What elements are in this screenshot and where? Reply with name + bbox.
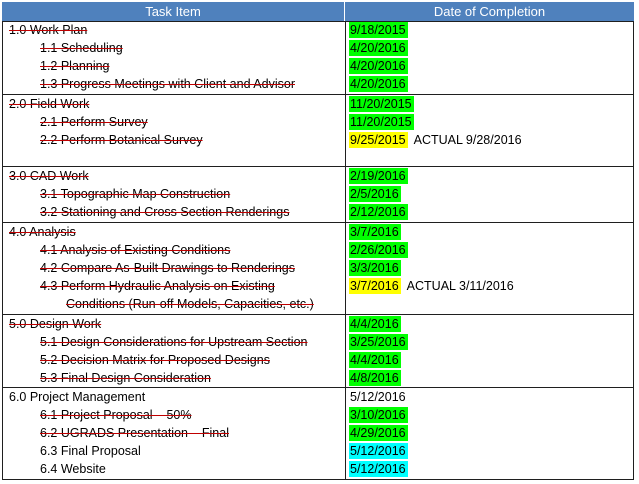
- completion-date-cell: [349, 369, 401, 387]
- completion-date: 5/12/2016: [350, 390, 406, 404]
- task-item: 6.0 Project Management: [9, 390, 146, 404]
- completion-table: [2, 2, 634, 480]
- table-row: [2, 259, 634, 277]
- section-divider: [2, 387, 634, 388]
- task-item: 3.2 Stationing and Cross Section Renderings: [40, 205, 290, 219]
- task-item: 3.1 Topographic Map Construction: [40, 187, 231, 201]
- completion-date: 3/7/2016: [350, 225, 399, 239]
- completion-date-cell: [349, 424, 408, 442]
- completion-date-cell: [349, 21, 408, 39]
- completion-date-cell: [349, 57, 408, 75]
- completion-date-cell: [349, 95, 414, 113]
- actual-date-note: ACTUAL 9/28/2016: [413, 133, 522, 147]
- table-row: [2, 185, 634, 203]
- completion-date-cell: [349, 295, 352, 316]
- completion-date: 4/20/2016: [350, 41, 406, 55]
- task-item: 5.1 Design Considerations for Upstream Section: [40, 335, 308, 349]
- completion-date: 4/29/2016: [350, 426, 406, 440]
- completion-date: 3/25/2016: [350, 335, 406, 349]
- task-item: 6.4 Website: [40, 462, 106, 476]
- table-row: [2, 75, 634, 93]
- completion-date-cell: [349, 113, 414, 131]
- completion-date: 4/4/2016: [350, 353, 399, 367]
- completion-date-cell: [349, 223, 401, 241]
- task-item: 3.0 CAD Work: [9, 169, 89, 183]
- task-item: 4.0 Analysis: [9, 225, 76, 239]
- table-row: [2, 57, 634, 75]
- task-item: Conditions (Run-off Models, Capacities, etc.): [66, 297, 314, 311]
- column-divider: [345, 21, 346, 480]
- completion-date-cell: [349, 131, 522, 149]
- table-row: [2, 406, 634, 424]
- completion-date-cell: [349, 259, 401, 277]
- table-row: [2, 95, 634, 113]
- table-row: [2, 277, 634, 295]
- completion-date: 9/18/2015: [350, 23, 406, 37]
- task-item: 5.0 Design Work: [9, 317, 102, 331]
- completion-date: 4/8/2016: [350, 371, 399, 385]
- completion-date-cell: [349, 277, 514, 295]
- table-row: [2, 39, 634, 57]
- table-row: [2, 333, 634, 351]
- completion-date: 3/10/2016: [350, 408, 406, 422]
- table-row: [2, 369, 634, 387]
- task-item: 4.1 Analysis of Existing Conditions: [40, 243, 231, 257]
- section-divider: [2, 314, 634, 315]
- completion-date: 11/20/2015: [350, 115, 412, 129]
- task-item: 1.0 Work Plan: [9, 23, 88, 37]
- completion-date: 3/3/2016: [350, 261, 399, 275]
- completion-date-cell: [349, 167, 408, 185]
- completion-date: 2/26/2016: [350, 243, 406, 257]
- section-divider: [2, 166, 634, 167]
- completion-date-cell: [349, 39, 408, 57]
- task-item: 2.0 Field Work: [9, 97, 90, 111]
- table-row: [2, 113, 634, 131]
- task-item: 1.2 Planning: [40, 59, 110, 73]
- table-row: [2, 21, 634, 39]
- task-item: 6.1 Project Proposal – 50%: [40, 408, 192, 422]
- date-of-completion-header: Date of Completion: [345, 2, 634, 21]
- task-item: 5.3 Final Design Consideration: [40, 371, 211, 385]
- table-row: [2, 388, 634, 406]
- completion-date: 5/12/2016: [350, 462, 406, 476]
- completion-date-cell: [349, 203, 408, 221]
- completion-date: 4/20/2016: [350, 77, 406, 91]
- table-row: [2, 223, 634, 241]
- section-divider: [2, 222, 634, 223]
- table-row: [2, 351, 634, 369]
- completion-date-cell: [349, 442, 408, 460]
- table-row: [2, 460, 634, 478]
- task-item: 1.3 Progress Meetings with Client and Advisor: [40, 77, 295, 91]
- completion-date: 3/7/2016: [350, 279, 399, 293]
- completion-date-cell: [349, 75, 408, 93]
- task-item-header: Task Item: [2, 2, 345, 21]
- completion-date: 4/4/2016: [350, 317, 399, 331]
- table-row: [2, 203, 634, 221]
- task-item: 2.1 Perform Survey: [40, 115, 148, 129]
- completion-date: 4/20/2016: [350, 59, 406, 73]
- completion-date-cell: [349, 315, 401, 333]
- completion-date-cell: [349, 406, 408, 424]
- section-divider: [2, 94, 634, 95]
- table-row: [2, 442, 634, 460]
- table-row: [2, 295, 634, 313]
- task-item: 2.2 Perform Botanical Survey: [40, 133, 203, 147]
- completion-date-cell: [349, 241, 408, 259]
- task-item: 4.2 Compare As-Built Drawings to Renderings: [40, 261, 295, 275]
- completion-date: 2/19/2016: [350, 169, 406, 183]
- completion-date-cell: [349, 333, 408, 351]
- completion-date: [349, 295, 352, 311]
- completion-date: 2/12/2016: [350, 205, 406, 219]
- table-row: [2, 167, 634, 185]
- completion-date: 5/12/2016: [350, 444, 406, 458]
- completion-date-cell: [349, 388, 408, 406]
- table-row: [2, 241, 634, 259]
- completion-date: 2/5/2016: [350, 187, 399, 201]
- completion-date-cell: [349, 185, 401, 203]
- completion-date-cell: [349, 351, 401, 369]
- task-item: 6.2 UGRADS Presentation – Final: [40, 426, 229, 440]
- task-item: 6.3 Final Proposal: [40, 444, 141, 458]
- task-item: 4.3 Perform Hydraulic Analysis on Existing: [40, 279, 275, 293]
- completion-date: 11/20/2015: [350, 97, 412, 111]
- completion-date-cell: [349, 460, 408, 478]
- table-row: [2, 424, 634, 442]
- actual-date-note: ACTUAL 3/11/2016: [406, 279, 514, 293]
- completion-date: 9/25/2015: [350, 133, 406, 147]
- task-item: 1.1 Scheduling: [40, 41, 123, 55]
- table-row: [2, 131, 634, 149]
- table-row: [2, 315, 634, 333]
- task-item: 5.2 Decision Matrix for Proposed Designs: [40, 353, 270, 367]
